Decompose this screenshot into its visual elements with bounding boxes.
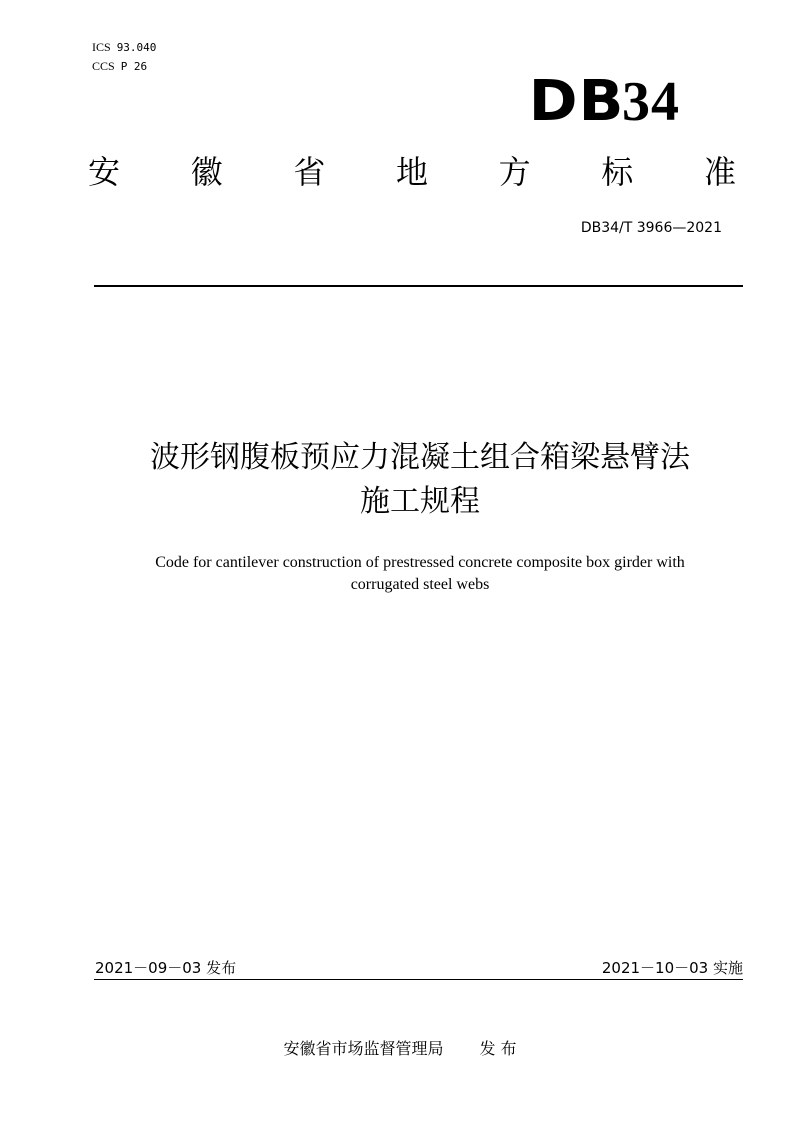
db34-logo: [528, 69, 680, 134]
ics-line: [92, 38, 156, 57]
standard-number: DB34/T 3966—2021: [580, 220, 722, 236]
province-standard-heading: [88, 152, 736, 192]
issuer-name: 安徽省市场监督管理局: [283, 1039, 444, 1058]
bottom-divider: [94, 979, 743, 980]
province-char: 地: [395, 153, 428, 191]
english-title-line-1: Code for cantilever construction of prestressed concrete composite box girder with: [155, 554, 685, 571]
issue-date: 2021－09－03 发布: [95, 959, 237, 977]
ccs-label: CCS: [92, 59, 115, 73]
ics-label: ICS: [92, 40, 111, 54]
english-title-line-2: corrugated steel webs: [350, 576, 490, 593]
issuer-line: [0, 1036, 800, 1059]
ccs-code: P 26: [120, 60, 148, 73]
title-line-2: 施工规程: [360, 484, 480, 519]
implementation-date: 2021－10－03 实施: [601, 959, 743, 977]
ics-code: 93.040: [116, 41, 157, 54]
issuer-action: 发 布: [479, 1039, 517, 1058]
top-divider: [94, 285, 743, 287]
logo-db: DB: [528, 69, 625, 134]
classification-block: [92, 38, 156, 76]
english-title: [60, 552, 780, 596]
province-char: 标: [601, 153, 634, 191]
province-char: 准: [703, 153, 736, 191]
province-char: 徽: [190, 153, 223, 191]
ccs-line: [92, 57, 156, 76]
province-char: 省: [293, 153, 326, 191]
title-line-1: 波形钢腹板预应力混凝土组合箱梁悬臂法: [150, 440, 690, 475]
logo-number: 34: [622, 71, 680, 133]
province-char: 方: [498, 153, 531, 191]
document-title: [60, 436, 780, 524]
province-char: 安: [88, 153, 121, 191]
